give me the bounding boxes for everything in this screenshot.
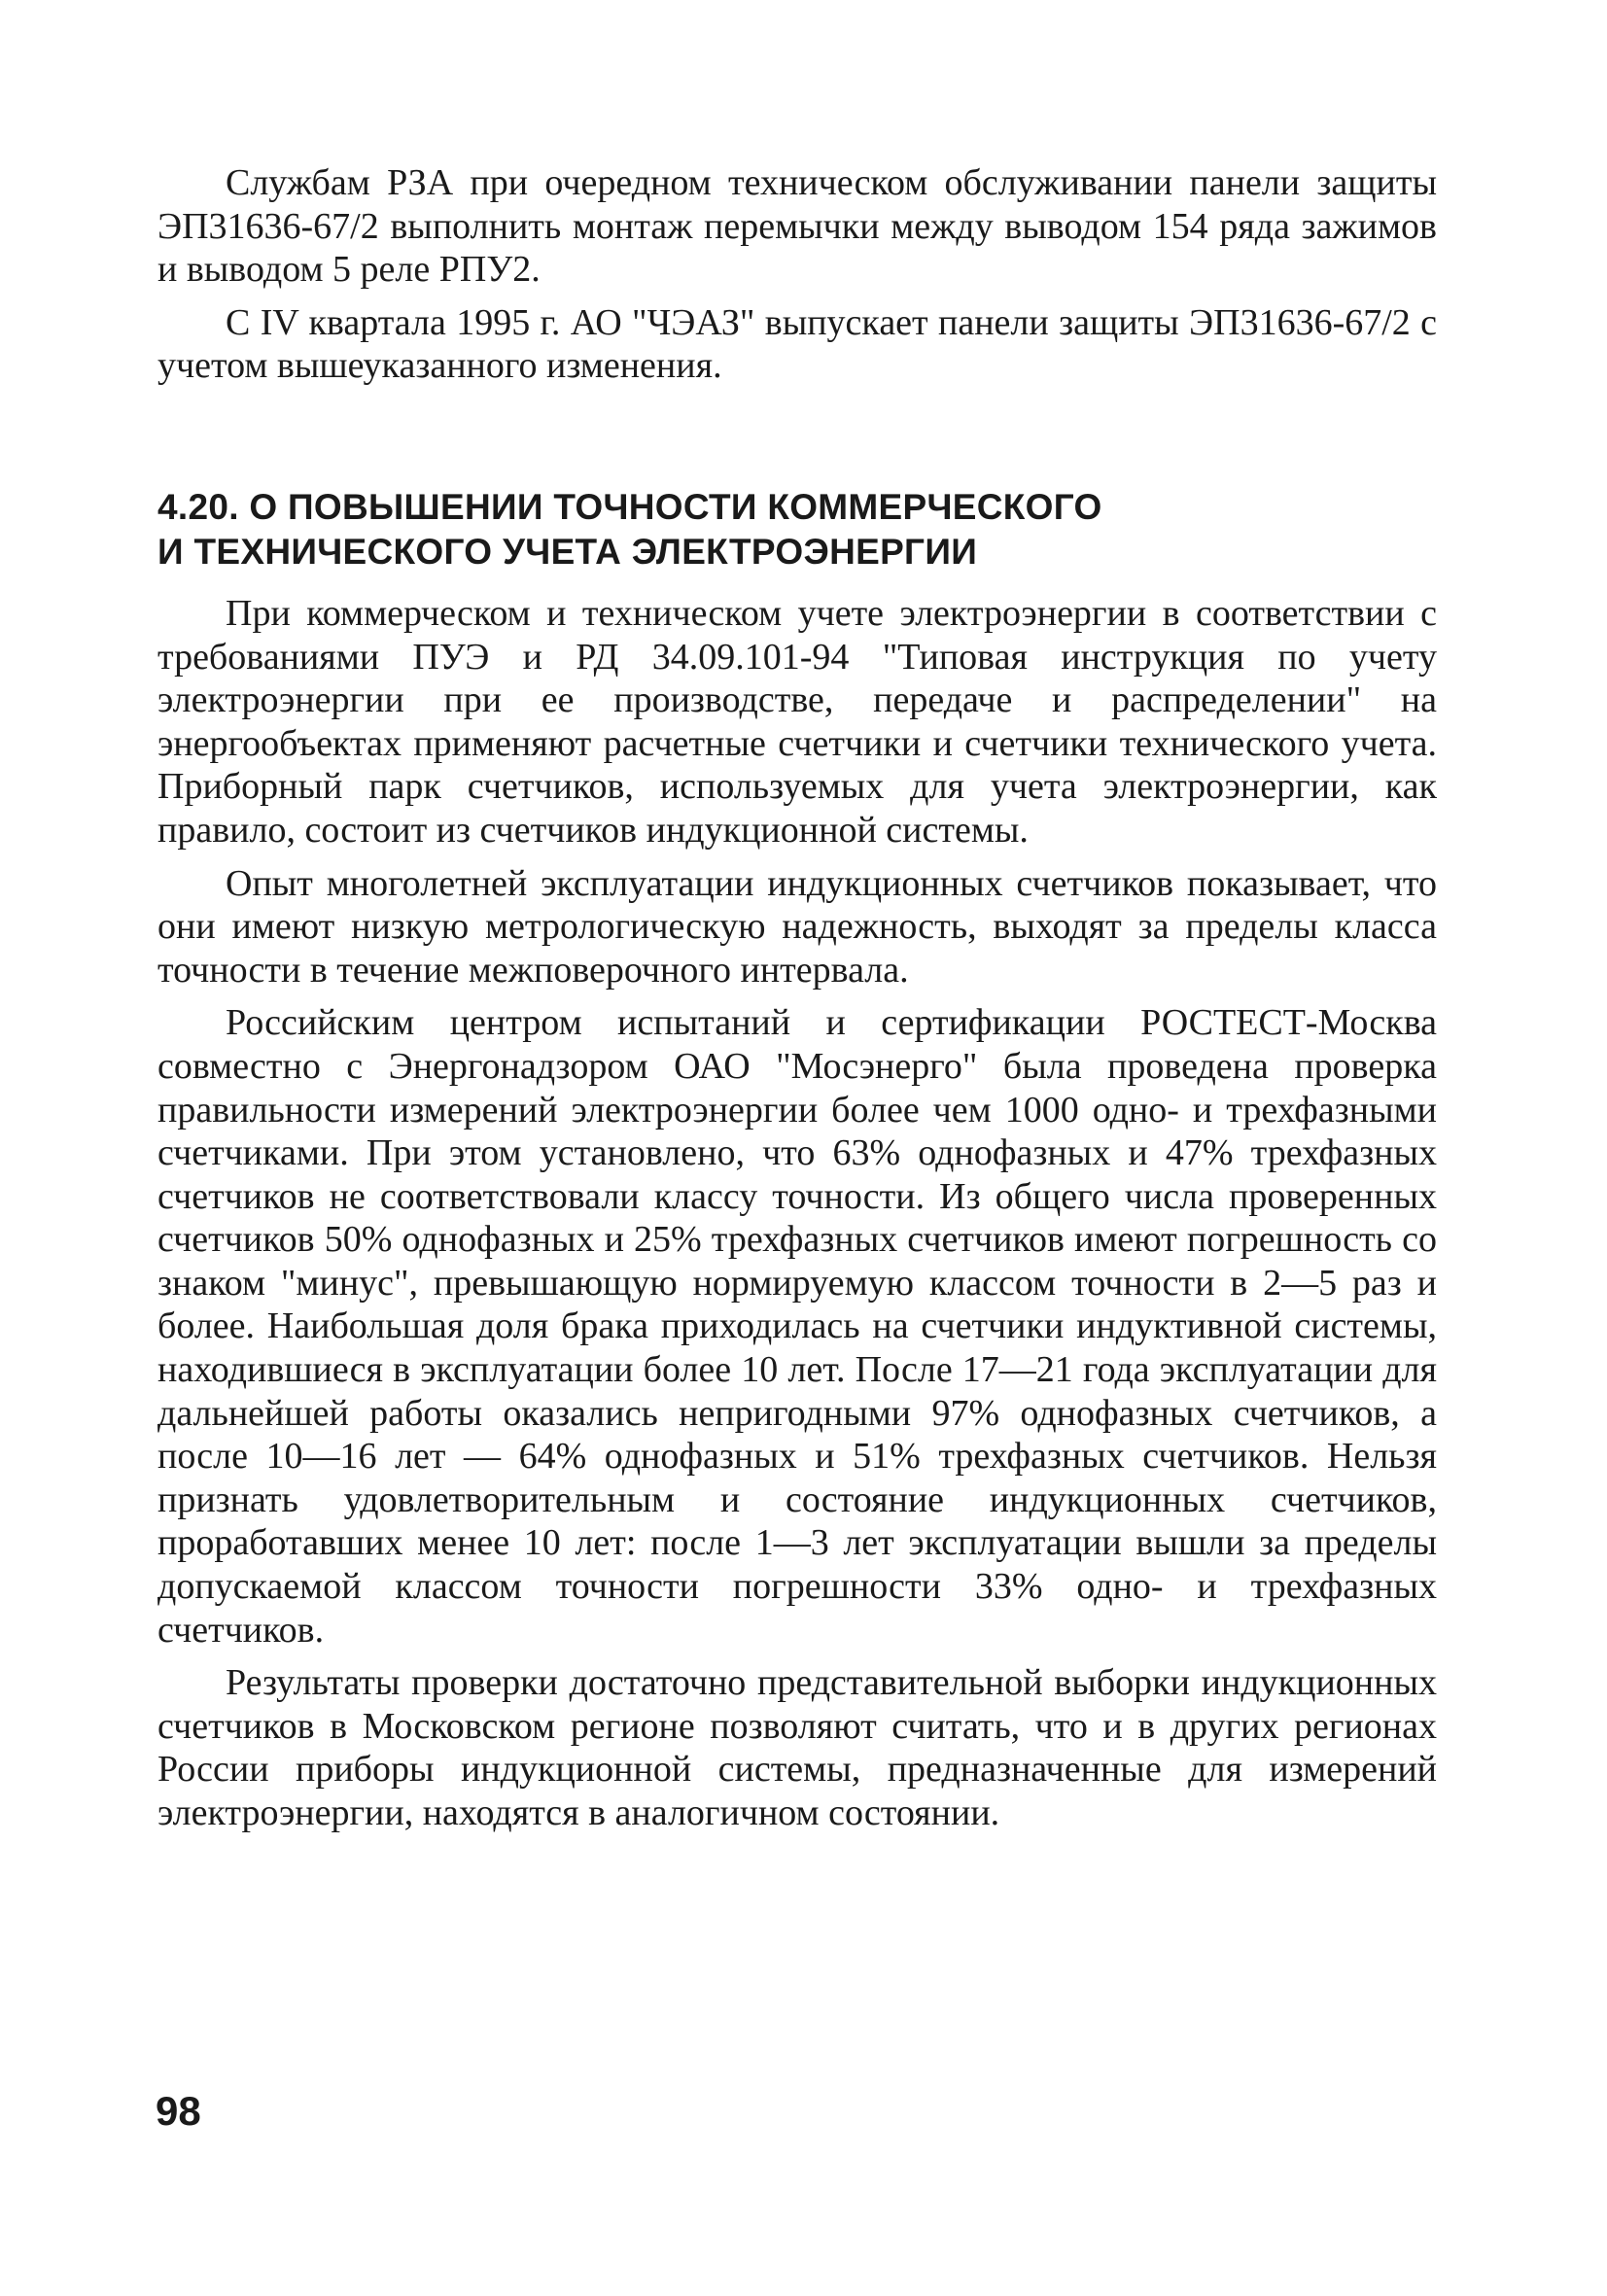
page-content bbox=[157, 161, 1437, 1835]
paragraph-metering-intro: При коммерческом и техническом учете электроэнергии в соответствии с требованиями ПУЭ и РД 34.09.101-94 "Типовая инструкция по учету электроэнергии при ее производстве, передаче и распределении" на энергообъектах применяют расчетные счетчики и счетчики технического учета. Приборный парк счетчиков, используемых для учета электроэнергии, как правило, состоит из счетчиков индукционной системы. bbox=[157, 592, 1437, 851]
paragraph-rza-instruction: Службам РЗА при очередном техническом обслуживании панели защиты ЭП31636-67/2 выполнить монтаж перемычки между выводом 154 ряда зажимов и выводом 5 реле РПУ2. bbox=[157, 162, 1437, 291]
section-heading-line-1: 4.20. О ПОВЫШЕНИИ ТОЧНОСТИ КОММЕРЧЕСКОГО bbox=[157, 486, 1102, 527]
section-heading-line-2: И ТЕХНИЧЕСКОГО УЧЕТА ЭЛЕКТРОЭНЕРГИИ bbox=[157, 531, 978, 572]
section-heading bbox=[157, 485, 1437, 574]
page-number: 98 bbox=[156, 2088, 201, 2134]
paragraph-rostest-findings: Российским центром испытаний и сертификации РОСТЕСТ-Москва совместно с Энергонадзором ОАО "Мосэнерго" была проведена проверка правильности измерений электроэнергии более чем 1000 одно- и трехфазными счетчиками. При этом установлено, что 63% однофазных и 47% трехфазных счетчиков не соответствовали классу точности. Из общего числа проверенных счетчиков 50% однофазных и 25% трехфазных счетчиков имеют погрешность со знаком "минус", превышающую нормируемую классом точности в 2—5 раз и более. Наибольшая доля брака приходилась на счетчики индуктивной системы, находившиеся в эксплуатации более 10 лет. После 17—21 года эксплуатации для дальнейшей работы оказались непригодными 97% однофазных счетчиков, а после 10—16 лет — 64% однофазных и 51% трехфазных счетчиков. Нельзя признать удовлетворительным и состояние индукционных счетчиков, проработавших менее 10 лет: после 1—3 лет эксплуатации вышли за пределы допускаемой классом точности погрешности 33% одно- и трехфазных счетчиков. bbox=[157, 1002, 1437, 1651]
paragraph-cheaz-release: С IV квартала 1995 г. АО "ЧЭАЗ" выпускает панели защиты ЭП31636-67/2 с учетом вышеуказанного изменения. bbox=[157, 301, 1437, 387]
paragraph-conclusion: Результаты проверки достаточно представительной выборки индукционных счетчиков в Московском регионе позволяют считать, что и в других регионах России приборы индукционной системы, предназначенные для измерений электроэнергии, находятся в аналогичном состоянии. bbox=[157, 1662, 1437, 1833]
paragraph-operating-experience: Опыт многолетней эксплуатации индукционных счетчиков показывает, что они имеют низкую метрологическую надежность, выходят за пределы класса точности в течение межповерочного интервала. bbox=[157, 862, 1437, 991]
